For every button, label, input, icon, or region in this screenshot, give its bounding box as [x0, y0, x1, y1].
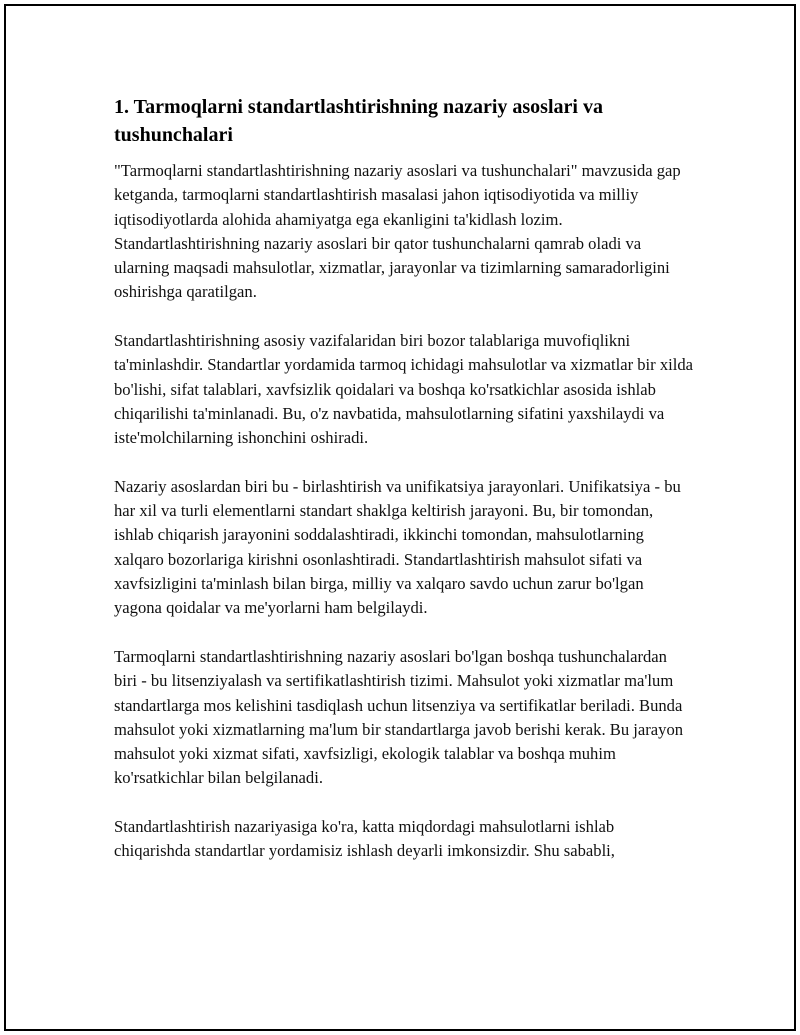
paragraph-4: Tarmoqlarni standartlashtirishning nazariy asoslari bo'lgan boshqa tushunchalardan biri - bu litsenziyalash va sertifikatlashtirish tizimi. Mahsulot yoki xizmatlar ma'lum standartlarga mos kelishini tasdiqlash uchun litsenziya va sertifikatlar beriladi. Bunda mahsulot yoki xizmatlarning ma'lum bir standartlarga javob berishi kerak. Bu jarayon mahsulot yoki xizmat sifati, xavfsizligi, ekologik talablar va boshqa muhim ko'rsatkichlar bilan belgilanadi.: [114, 646, 684, 788]
paragraph-2: Standartlashtirishning asosiy vazifalaridan biri bozor talablariga muvofiqlikni ta'minlashdir. Standartlar yordamida tarmoq ichidagi mahsulotlar va xizmatlar bir xilda bo'lishi, sifat talablari, xavfsizlik qoidalari va boshqa ko'rsatkichlar asosida ishlab chiqarilishi ta'minlanadi. Bu, o'z navbatida, mahsulotlarning sifatini yaxshilaydi va iste'molchilarning ishonchini oshiradi.: [114, 331, 693, 448]
document-body: [114, 93, 694, 888]
paragraph-3: Nazariy asoslardan biri bu - birlashtirish va unifikatsiya jarayonlari. Unifikatsiya - bu har xil va turli elementlarni standart shaklga keltirish jarayoni. Bu, bir tomondan, ishlab chiqarish jarayonini soddalashtiradi, ikkinchi tomondan, mahsulotlarning xalqaro bozorlariga kirishni osonlashtiradi. Standartlashtirish mahsulot sifati va xavfsizligini ta'minlash bilan birga, milliy va xalqaro savdo uchun zarur bo'lgan yagona qoidalar va me'yorlarni ham belgilaydi.: [114, 476, 681, 618]
paragraph-1: "Tarmoqlarni standartlashtirishning nazariy asoslari va tushunchalari" mavzusida gap ketganda, tarmoqlarni standartlashtirish masalasi jahon iqtisodiyotida va milliy iqtisodiyotlarda alohida ahamiyatga ega ekanligini ta'kidlash lozim. Standartlashtirishning nazariy asoslari bir qator tushunchalarni qamrab oladi va ularning maqsadi mahsulotlar, xizmatlar, jarayonlar va tizimlarning samaradorligini oshirishga qaratilgan.: [114, 161, 681, 302]
section-heading: 1. Tarmoqlarni standartlashtirishning nazariy asoslari va tushunchalari: [114, 96, 603, 146]
paragraph-5: Standartlashtirish nazariyasiga ko'ra, katta miqdordagi mahsulotlarni ishlab chiqarishda standartlar yordamisiz ishlash deyarli imkonsizdir. Shu sababli,: [114, 817, 615, 861]
